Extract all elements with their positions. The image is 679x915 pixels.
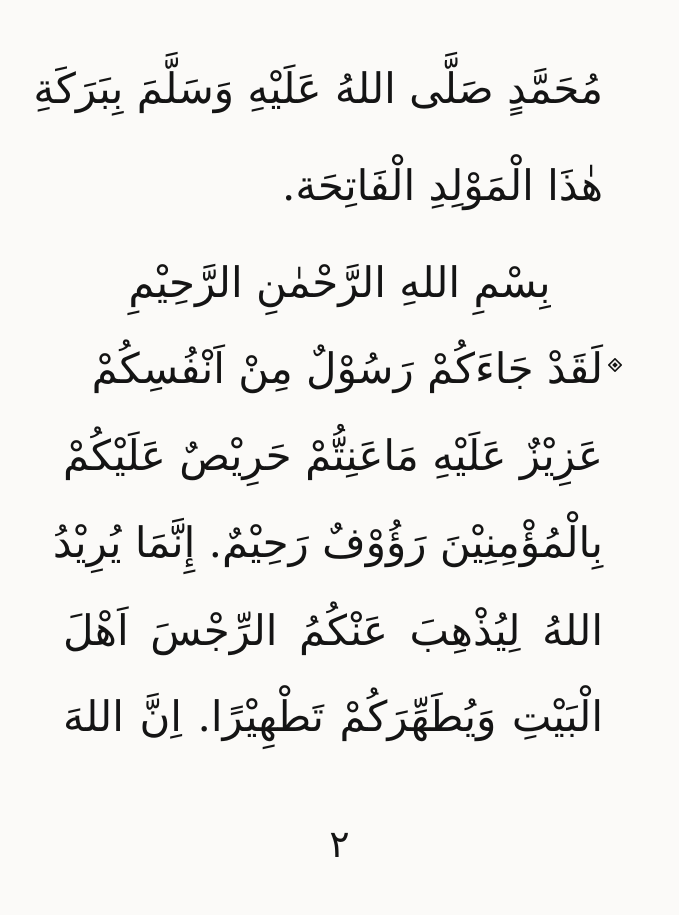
text-line-7: اللهُ لِيُذْهِبَ عَنْكُمُ الرِّجْسَ اَهْلَ [63, 606, 603, 655]
text-line-5: عَزِيْزٌ عَلَيْهِ مَاعَنِتُّمْ حَرِيْصٌ عَلَيْكُمْ [63, 431, 603, 480]
text-line-4: لَقَدْ جَاءَكُمْ رَسُوْلٌ مِنْ اَنْفُسِكُمْ [91, 344, 603, 393]
text-line-8: الْبَيْتِ وَيُطَهِّرَكُمْ تَطْهِيْرًا. اِنَّ اللهَ [63, 692, 603, 741]
text-line-6: بِالْمُؤْمِنِيْنَ رَؤُوْفٌ رَحِيْمٌ. إِنَّمَا يُرِيْدُ [52, 518, 603, 567]
basmala-heading: بِسْمِ اللهِ الرَّحْمٰنِ الرَّحِيْمِ [128, 258, 551, 307]
verse-marker-icon [608, 358, 622, 372]
page-number: ٢ [329, 822, 350, 866]
text-line-1: مُحَمَّدٍ صَلَّى اللهُ عَلَيْهِ وَسَلَّمَ بِبَرَكَةِ [33, 64, 603, 113]
text-line-2: هٰذَا الْمَوْلِدِ الْفَاتِحَة. [281, 161, 603, 210]
